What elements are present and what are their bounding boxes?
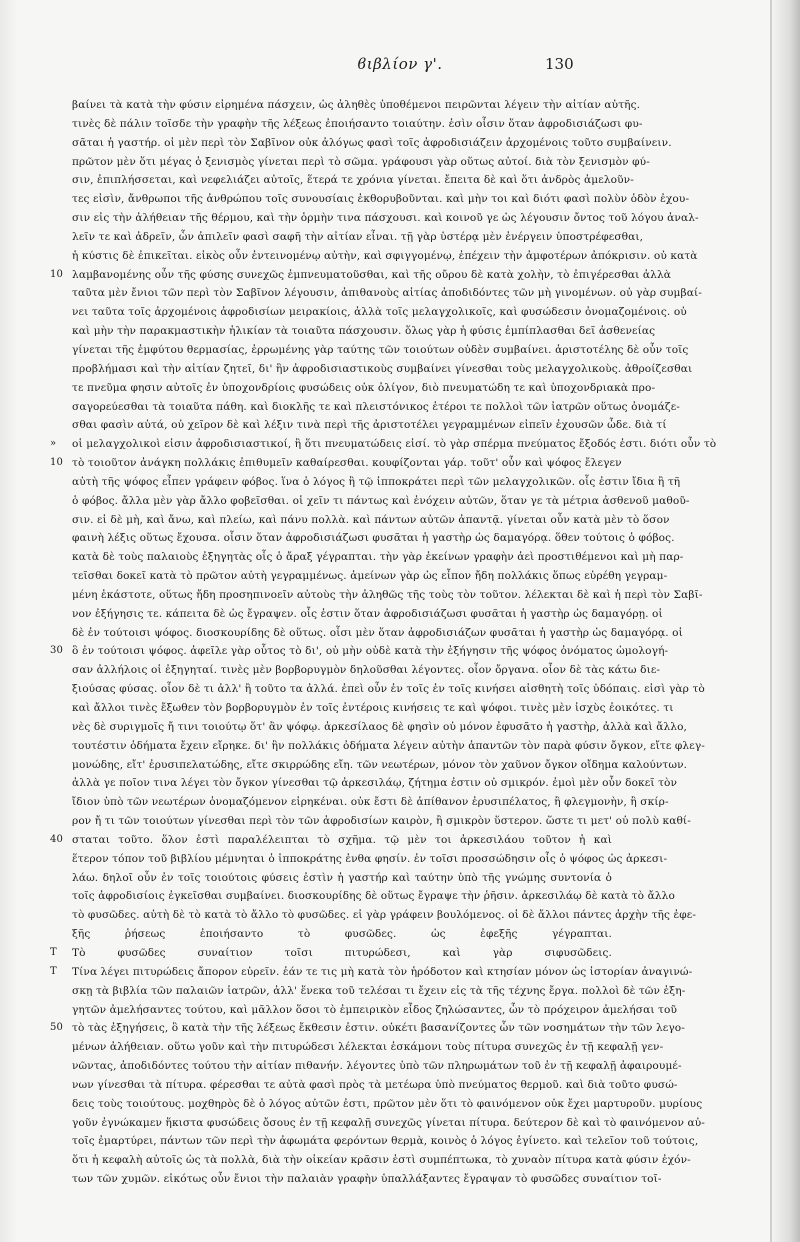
line-number-marker: 50 bbox=[50, 1022, 63, 1034]
line-text: μένων ἀλήθειαν. οὕτω γοῦν καὶ τὴν πιτυρώδεσι λέλεκται ἐσκάμονι τοὺς πίτυρα συνεχῶς ἐν τῇ κεφαλῇ γεν- bbox=[72, 1041, 664, 1054]
text-line bbox=[72, 1057, 682, 1076]
line-text: μονώδης, εἴτ' ἐρυσιπελατώδης, εἴτε σκιρρώδης εἴη. τῶν νεωτέρων, μόνον τὸν χαῦνον ὄγκον οἴδημα καλούντων. bbox=[72, 758, 688, 771]
text-line bbox=[72, 303, 687, 322]
text-line bbox=[72, 209, 699, 228]
line-text: ἡ κύστις δὲ ἐπικεῖται. εἰκὸς οὖν ἐντεινομένῳ αὐτὴν, καὶ σφιγγομένῳ, ἐπέχειν τὴν ἀμφοτέρων ἀπόκρισιν. οὐ κατὰ bbox=[72, 249, 698, 262]
text-line bbox=[50, 831, 612, 850]
text-line bbox=[50, 266, 672, 285]
text-line bbox=[72, 473, 681, 492]
line-text: ξιούσας φύσας. οἷον δὲ τι ἀλλ' ἢ τοῦτο τα ἀλλά. ἐπεὶ οὖν ἐν τοῖς ἐν τοῖς κινήσει αἰσθητὴ τοῖς ὑδόπαις. εἰσὶ γὰρ τὸ bbox=[72, 683, 705, 696]
line-text: σᾶται ἡ γαστήρ. οἱ μὲν περὶ τὸν Σαβῖνον οὐκ ἀλόγως φασὶ τοῖς ἀφροδισιάζειν ἀρχομένοις τοῦτο συμβαίνειν. bbox=[72, 136, 672, 149]
text-line bbox=[72, 1170, 662, 1189]
line-text: οἱ μελαγχολικοὶ εἰσιν ἀφροδισιαστικοί, ἢ ὅτι πνευματώδεις εἰσί. τὸ γὰρ σπέρμα πνεύματος ἔξοδός ἐστι. διότι οὖν τὸ bbox=[72, 438, 717, 451]
text-line bbox=[72, 680, 705, 699]
line-text: νὲς δὲ συριγμοῖς ἤ τινι τοιούτῳ ὅτ' ἂν ψόφῳ. ἀρκεσίλαος δὲ φησὶν οὐ μόνον ἐφυσᾶτο ἡ γαστὴρ, ἀλλὰ καὶ ἄλλο, bbox=[72, 720, 688, 733]
text-line bbox=[72, 1095, 703, 1114]
text-line bbox=[72, 586, 703, 605]
line-text: νον ἐξήγησις τε. κάπειτα δὲ ὡς ἔγραψεν. οἷς ἐστιν ὅταν ἀφροδισιάζωσι φυσᾶται ἡ γαστὴρ ὡς δαμαγόρῃ. οἱ bbox=[72, 607, 663, 620]
line-text: τοῖς ἀφροδισίοις ἐγκεῖσθαι συμβαίνει. διοσκουρίδης δὲ οὕτως ἔγραψε τὴν ῥῆσιν. ἀρκεσιλάῳ δὲ κατὰ τὸ ἄλλο bbox=[72, 890, 675, 903]
page-edge-shadow bbox=[770, 0, 772, 1242]
text-line bbox=[72, 96, 641, 115]
text-line bbox=[50, 944, 612, 963]
line-text: μένη ἑκάστοτε, οὕτως ἤδη προσηπινοεῖν αὐτοὺς τὴν ἀληθῶς τῆς τοὺς τὸν τοῦτον. λέλεκται δὲ καὶ ἡ περὶ τὸν Σαβῖ- bbox=[72, 588, 703, 601]
page-number: 130 bbox=[545, 55, 574, 73]
text-line bbox=[72, 360, 693, 379]
line-text: ὁ φόβος. ἄλλα μὲν γὰρ ἄλλο φοβεῖσθαι. οἱ χεῖν τι πάντως καὶ ἐνόχειν αὐτῶν, ὅταν γε τὰ μέτρια ἀσθενοῦ μαθοῦ- bbox=[72, 494, 690, 507]
line-text: σαγορεύεσθαι τὰ τοιαῦτα πάθη. καὶ διοκλῆς τε καὶ πλειστόνικος ἐτέροι τε πολλοὶ τῶν ἰατρῶν οὕτως ὀνομάζε- bbox=[72, 400, 680, 413]
text-line bbox=[72, 850, 668, 869]
text-line bbox=[72, 322, 656, 341]
line-text: αὐτὴ τῆς ψόφος εἶπεν γράφειν φόβος. ἵνα ὁ λόγος ἢ τῷ ἱπποκράτει περὶ τῶν μελαγχολικῶν. οἷς ἐστιν ἴδια ἢ τῆ bbox=[72, 475, 681, 488]
line-text: τὸ τοιοῦτον ἀνάγκη πολλάκις ἐπιθυμεῖν καθαίρεσθαι. κουφίζονται γάρ. τοῦτ' οὖν καὶ ψόφος ἔλεγεν bbox=[72, 457, 622, 470]
line-text: βαίνει τὰ κατὰ τὴν φύσιν εἰρημένα πάσχειν, ὡς ἀληθὲς ὑποθέμενοι πειρῶνται λέγειν τὴν αἰτίαν αὐτῆς. bbox=[72, 99, 641, 111]
line-text: λαμβανομένης οὖν τῆς φύσης συνεχῶς ἐμπνευματοῦσθαι, καὶ τῆς οὔρου δὲ κατὰ χολὴν, τὸ ἐπιγέρεσθαι ἀλλὰ bbox=[72, 268, 672, 281]
line-number-marker: 10 bbox=[50, 268, 63, 280]
line-text: καὶ ἄλλοι τινὲς ἔξωθεν τὸν βορβορυγμὸν ἐν τοῖς ἐντέροις κινήσεις τε καὶ ψόφοι. τινὲς μὲν ἰσχὺς ἐοικότες. τι bbox=[72, 702, 674, 714]
text-line bbox=[72, 718, 688, 737]
text-line bbox=[72, 190, 690, 209]
text-line bbox=[72, 869, 612, 888]
text-line bbox=[72, 793, 669, 812]
line-text: τοῖς ἐμαρτύρει, πάντων τῶν περὶ τὴν ἀφωμάτα φερόντων θερμὰ, κοινὸς ὁ λόγος ἐγίνετο. καὶ τελεῖον τοῦ τούτοις, bbox=[72, 1135, 699, 1148]
text-line bbox=[72, 661, 661, 680]
line-text: σθαι φασὶν αὐτά, οὐ χεῖρον δὲ καὶ λέξιν τινὰ περὶ τῆς ἀριστοτέλει γεγραμμένων εἰπεῖν ἐχουσῶν ὧδε. διὰ τί bbox=[72, 419, 667, 432]
line-text: νῶντας, ἀποδιδόντες τούτου τὴν αἰτίαν πιθανήν. λέγοντες ὑπὸ τῶν πληρωμάτων τοῦ ἐν τῇ κεφαλῇ ἀφαιρουμέ- bbox=[72, 1060, 682, 1073]
text-line bbox=[72, 548, 684, 567]
text-line bbox=[72, 906, 697, 925]
line-text: καὶ μὴν τὴν παρακμαστικὴν ἡλικίαν τὰ τοιαῦτα πάσχουσιν. ὅλως γὰρ ἡ φύσις ἐμπίπλασθαι δεῖ ἀσθενείας bbox=[72, 325, 656, 338]
line-text: σκῃ τὰ βιβλία τῶν παλαιῶν ἰατρῶν, ἀλλ' ἕνεκα τοῦ τελέσαι τι ἔχειν εἰς τὰ τῆς τέχνης ἔργα. πολλοὶ δὲ τῶν ἐξη- bbox=[72, 984, 686, 997]
text-line bbox=[50, 963, 693, 982]
text-line bbox=[72, 925, 612, 944]
line-text: ὅτι ἡ κεφαλὴ αὐτοῖς ὡς τὰ πολλὰ, διὰ τὴν οἰκείαν κρᾶσιν ἐστὶ συμπέπτωκα, τὸ χυναὸν πίτυρα κατὰ φύσιν ἐχόν- bbox=[72, 1154, 691, 1167]
line-text: ταῦτα μὲν ἔνιοι τῶν περὶ τὸν Σαβῖνον λέγουσιν, ἀπιθανοὺς αἰτίας ἀποδιδόντες τῶν μὴ γινομένων. οὐ γὰρ συμβαί- bbox=[72, 287, 702, 300]
running-title: ϐιβλίον γ'. bbox=[357, 55, 443, 73]
line-text: λεῖν τε καὶ ἀδρεῖν, ὧν ἀπιλεῖν φασὶ σαφῆ τὴν αἰτίαν εἶναι. τῇ γὰρ ὑστέρᾳ μὲν ἐνέργειν ὑποστρέφεσθαι, bbox=[72, 230, 644, 243]
line-text: πρῶτον μὲν ὅτι μέγας ὁ ξενισμὸς γίνεται περὶ τὸ σῶμα. γράφουσι γὰρ οὕτως αὐτοί. διὰ τὸν ξενισμὸν φύ- bbox=[72, 155, 650, 168]
line-text: προβλήμασι καὶ τὴν αἰτίαν ζητεῖ, δι' ἣν ἀφροδισιαστικοὺς συμβαίνει γίνεσθαι τοὺς μελαγχολικοὺς. ἀθροίζεσθαι bbox=[72, 362, 693, 375]
text-line bbox=[72, 774, 678, 793]
text-line bbox=[50, 1019, 685, 1038]
margin-mark: » bbox=[50, 438, 57, 450]
text-line bbox=[72, 1038, 664, 1057]
text-line bbox=[72, 624, 683, 643]
line-number-marker: 10 bbox=[50, 457, 63, 469]
text-line bbox=[72, 1114, 705, 1133]
line-text: Τὸ φυσῶδες συναίτιον τοῖσι πιτυρώδεσι, καὶ γὰρ σιφυσῶδεις. bbox=[72, 946, 612, 959]
line-text: ἴδιον ὑπὸ τῶν νεωτέρων ὀνομαζόμενον εἰρηκέναι. οὐκ ἔστι δὲ ἀπίθανον ἐρυσιπέλατος, ἢ φλεγμονὴν, ἢ σκίρ- bbox=[72, 796, 669, 809]
line-text: γητῶν ἀμελήσαντες τούτου, καὶ μᾶλλον ὅσοι τὸ ἐμπειρικὸν εἶδος ζηλώσαντες, ὧν τὸ πρόχειρον ἀμελήσαι τοῦ bbox=[72, 1003, 678, 1016]
line-text: νων γίνεσθαι τὰ πίτυρα. φέρεσθαι τε αὐτὰ φασὶ πρὸς τὰ μετέωρα ὑπὸ πνεύματος θερμοῦ. καὶ διὰ τοῦτο φυσώ- bbox=[72, 1078, 678, 1091]
text-line bbox=[72, 605, 663, 624]
line-text: κατὰ δὲ τοὺς παλαιοὺς ἐξηγητὰς οἷς ὁ ἄραξ γέγραπται. τὴν γὰρ ἐκείνων γραφὴν ἀεὶ προστιθέμενοι καὶ μὴ παρ- bbox=[72, 551, 684, 564]
text-line bbox=[72, 153, 650, 172]
line-text: τὸ τὰς ἐξηγήσεις, ὃ κατὰ τὴν τῆς λέξεως ἔκθεσιν ἐστιν. οὐκέτι βασανίζοντες ὧν τῶν νοσημάτων τὴν τῶν λεγο- bbox=[72, 1022, 685, 1035]
body-text bbox=[50, 96, 717, 1189]
line-text: ἕτερον τόπον τοῦ βιβλίου μέμνηται ὁ ἱπποκράτης ἐνθα φησίν. ἐν τοῖσι προσσώδησιν οἷς ὁ ψόφος ὡς ἀρκεσι- bbox=[72, 852, 668, 865]
line-text: ξῆς ῥήσεως ἐποιήσαντο τὸ φυσῶδες. ὡς ἐφεξῆς γέγραπται. bbox=[72, 928, 612, 941]
text-line bbox=[72, 115, 643, 134]
line-text: νει ταῦτα τοῖς ἀρχομένοις ἀφροδισίων μειρακίοις, ἀλλὰ τοῖς μελαγχολικοῖς, καὶ φυσώδεσιν ὀνομαζομένοις. οὐ bbox=[72, 306, 687, 319]
text-line bbox=[72, 737, 705, 756]
line-number-marker: 40 bbox=[50, 833, 63, 845]
page-header bbox=[0, 55, 800, 83]
line-text: Τίνα λέγει πιτυρώδεις ἄπορον εὑρεῖν. ἐάν τε τις μὴ κατὰ τὸν ἡρόδοτον καὶ κτησίαν μόνον ὡς ἱστορίαν ἀναγινώ- bbox=[72, 965, 693, 978]
line-text: σαν ἀλλήλοις οἱ ἐξηγηταί. τινὲς μὲν βορβορυγμὸν δηλοῦσθαι λέγοντες. οἷον ὄργανα. οἷον δὲ τὰς κάτω διε- bbox=[72, 664, 661, 677]
line-text: δεις τοὺς τοιούτους. μοχθηρὸς δὲ ὁ λόγος αὐτῶν ἐστι, πρῶτον μὲν ὅτι τὸ φαινόμενον οὐκ ἔχει μαρτυροῦν. μυρίους bbox=[72, 1097, 703, 1110]
text-line bbox=[72, 982, 686, 1001]
line-text: λάω. δηλοῖ οὖν ἐν τοῖς τοιούτοις φύσεις ἐστὶν ἡ γαστήρ καὶ ταύτην ὑπὸ τῆς γνώμης συντονία ὁ bbox=[72, 871, 612, 884]
line-text: ρον ἤ τι τῶν τοιούτων γίνεσθαι περὶ τὸν τῶν ἀφροδισίων καιρὸν, ἢ σμικρὸν ὕστερον. ὥστε τι μετ' οὐ πολὺ καθί- bbox=[72, 815, 691, 828]
text-line bbox=[72, 398, 680, 417]
line-text: σιν εἰς τὴν ἀλήθειαν τῆς θέρμου, καὶ τὴν ὁρμὴν τινα πάσχουσι. καὶ κοινοῦ γε ὡς λέγουσιν ὄντος τοῦ λόγου ἀναλ- bbox=[72, 212, 699, 225]
line-text: σταται τοῦτο. ὅλον ἐστὶ παραλέλειπται τὸ σχῆμα. τῷ μὲν τοι ἀρκεσιλάου τοῦτον ἡ καὶ bbox=[72, 833, 612, 846]
text-line bbox=[72, 511, 670, 530]
text-line bbox=[72, 699, 674, 718]
text-line bbox=[72, 887, 675, 906]
text-line bbox=[50, 642, 669, 661]
line-text: γίνεται τῆς ἐμφύτου θερμασίας, ἐρρωμένης γὰρ ταύτης τῶν τοιούτων οὐδὲν συμβαίνει. ἀριστοτέλης δὲ οὖν τοῖς bbox=[72, 343, 689, 356]
text-line bbox=[50, 435, 717, 454]
line-text: τε πνεῦμα φησιν αὐτοῖς ἐν ὑποχονδρίοις φυσώδεις οὐκ ὀλίγον, διὸ πνευματώδη τε καὶ ὑποχονδριακὰ προ- bbox=[72, 381, 656, 394]
text-line bbox=[72, 228, 644, 247]
text-line bbox=[72, 1132, 699, 1151]
line-text: γοῦν ἐγνώκαμεν ἥκιστα φυσώδεις ὄσους ἐν τῇ κεφαλῇ συνεχῶς γίνεται πίτυρα. δεύτερον δὲ καὶ τὸ φαινόμενον αὐ- bbox=[72, 1116, 705, 1129]
line-text: τὸ φυσῶδες. αὐτὴ δὲ τὸ κατὰ τὸ ἄλλο τὸ φυσῶδες. εἰ γὰρ γράφειν βουλόμενος. οἱ δὲ ἄλλοι πάντες ἀρχὴν τῆς ἐφε- bbox=[72, 909, 697, 922]
line-text: ἀλλὰ γε ποῖον τινα λέγει τὸν ὄγκον γίνεσθαι τῷ ἀρκεσιλάῳ, ζήτημα ἐστιν οὐ σμικρόν. ἐμοὶ μὲν οὖν δοκεῖ τὸν bbox=[72, 777, 678, 790]
text-line bbox=[72, 171, 634, 190]
line-text: τες εἰσὶν, ἄνθρωποι τῆς ἀνθρώπου τοῖς συνουσίαις ἐκθορυβοῦνται. καὶ μὴν τοι καὶ διότι φασὶ πολὺν ὁδὸν ἐχου- bbox=[72, 193, 690, 206]
text-line bbox=[72, 567, 668, 586]
text-line bbox=[50, 454, 622, 473]
line-text: των τῶν χυμῶν. εἰκότως οὖν ἔνιοι τὴν παλαιὰν γραφὴν ὑπαλλάξαντες ἔγραψαν τὸ φυσῶδες συναίτιον τοῖ- bbox=[72, 1173, 662, 1186]
text-line bbox=[72, 134, 672, 153]
text-line bbox=[72, 379, 656, 398]
text-line bbox=[72, 1076, 678, 1095]
text-line bbox=[72, 756, 688, 775]
text-line bbox=[72, 341, 689, 360]
line-text: σιν, ἐπιπλήσσεται, καὶ νεφελιάζει αὐτοῖς, ἕτερά τε χρόνια γίνεται. ἔπειτα δὲ καὶ ὅτι ἀνδρὸς ἀμελοῦν- bbox=[72, 174, 634, 187]
margin-mark: T bbox=[50, 946, 57, 958]
text-line bbox=[72, 1001, 678, 1020]
line-text: φαινὴ λέξις οὕτως ἔχουσα. οἷσιν ὅταν ἀφροδισιάζωσι φυσᾶται ἡ γαστὴρ ὡς δαμαγόρᾳ. ὅθεν τούτοις ὁ φόβος. bbox=[72, 532, 675, 545]
line-text: ὃ ἐν τούτοισι ψόφος. ἀφεῖλε γὰρ οὗτος τὸ δι', οὐ μὴν οὐδὲ κατὰ τὴν ἐξήγησιν τῆς ψόφος ὀνόματος ὡμολογή- bbox=[72, 645, 669, 658]
text-line bbox=[72, 492, 690, 511]
line-text: τουτέστιν ὀδήματα ἔχειν εἴρηκε. δι' ἣν πολλάκις ὀδήματα λέγειν αὐτὴν ἀπαντῶν τὸν παρὰ φύσιν ὄγκον, εἴτε φλεγ- bbox=[72, 739, 705, 752]
line-number-marker: 30 bbox=[50, 645, 63, 657]
text-line bbox=[72, 284, 702, 303]
line-text: τεῖσθαι δοκεῖ κατὰ τὸ πρῶτον αὐτὴ γεγραμμένως. ἀμείνων γὰρ ὡς εἶπον ἤδη πολλάκις ὅπως εὑρέθη γεγραμ- bbox=[72, 570, 668, 583]
text-line bbox=[72, 247, 698, 266]
text-line bbox=[72, 812, 691, 831]
line-text: δὲ ἐν τούτοισι ψόφος. διοσκουρίδης δὲ οὕτως. οἷσι μὲν ὅταν ἀφροδισιάζων φυσᾶται ἡ γαστὴρ ὡς δαμαγόρᾳ. οἱ bbox=[72, 626, 683, 639]
line-text: σιν. εἰ δὲ μὴ, καὶ ἄνω, καὶ πλείω, καὶ πάνυ πολλὰ. καὶ πάντων αὐτῶν ἀπαντᾷ. γίνεται οὖν κατὰ μὲν τὸ ὅσον bbox=[72, 513, 670, 526]
text-line bbox=[72, 1151, 691, 1170]
text-line bbox=[72, 529, 675, 548]
line-text: τινὲς δὲ πάλιν τοῖσδε τὴν γραφὴν τῆς λέξεως ἐποιήσαντο τοιαύτην. ἐσὶν οἷσιν ὅταν ἀφροδισιάζωσι φυ- bbox=[72, 117, 643, 130]
text-line bbox=[72, 416, 667, 435]
margin-mark: T bbox=[50, 965, 57, 977]
